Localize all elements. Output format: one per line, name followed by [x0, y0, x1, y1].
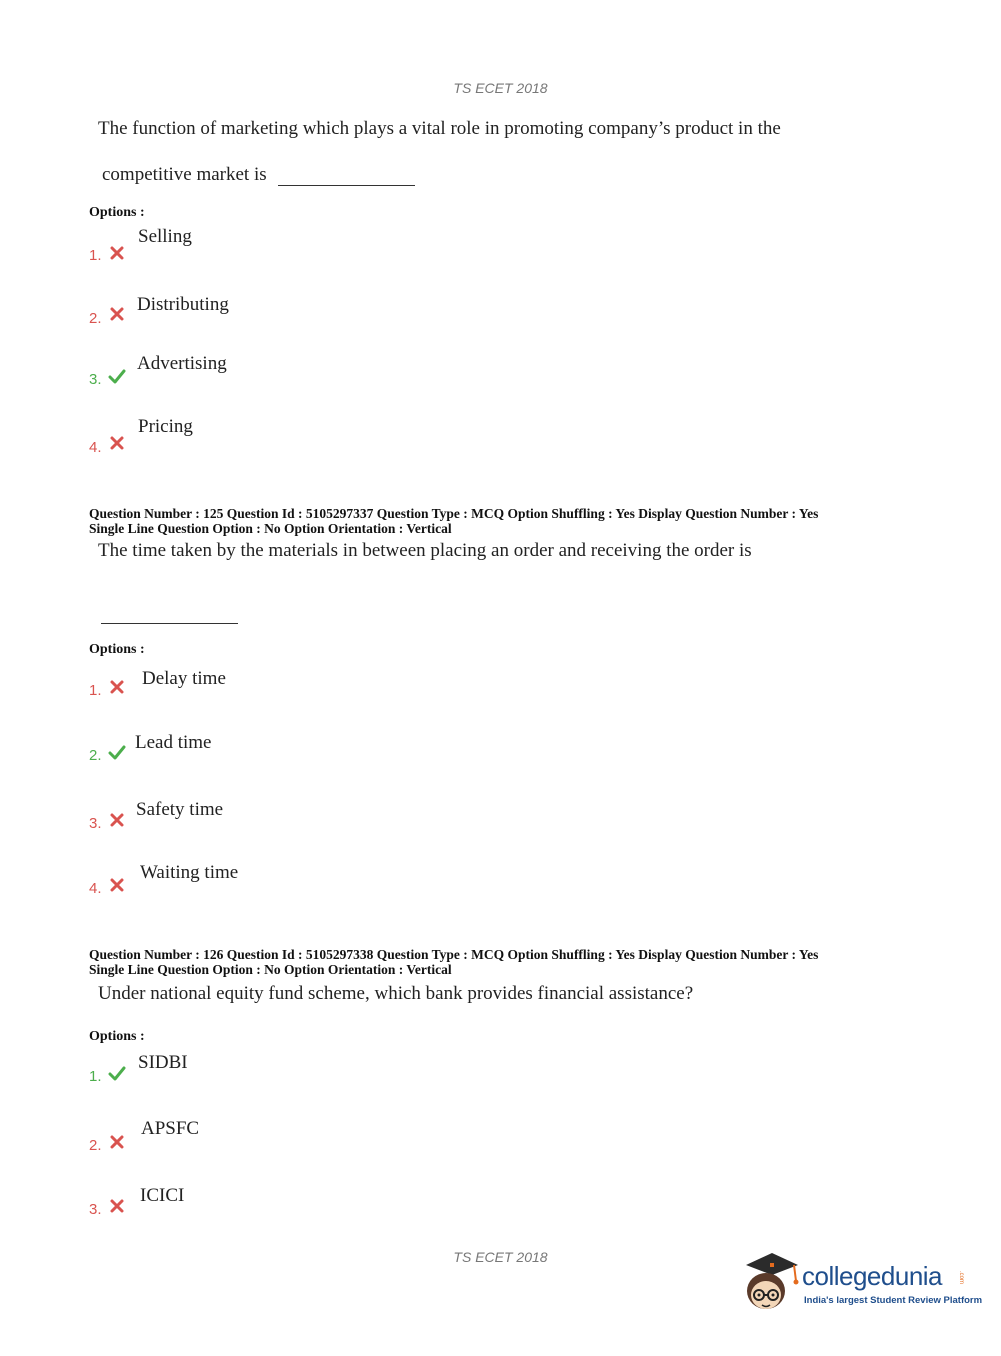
cross-icon — [108, 1197, 126, 1220]
page-header: TS ECET 2018 — [453, 80, 548, 96]
page-footer: TS ECET 2018 — [453, 1249, 548, 1265]
option-text: Advertising — [137, 353, 227, 374]
mascot-icon — [742, 1251, 802, 1322]
option-number: 2. — [89, 747, 102, 764]
options-label: Options : — [89, 642, 145, 657]
check-icon — [108, 1064, 126, 1087]
options-label: Options : — [89, 205, 145, 220]
cross-icon — [108, 305, 126, 328]
option-text: Delay time — [142, 668, 226, 689]
question-text: The time taken by the materials in between placing an order and receiving the order is — [98, 540, 752, 561]
check-icon — [108, 743, 126, 766]
logo-suffix: .com — [958, 1271, 964, 1285]
option-number: 3. — [89, 1201, 102, 1218]
collegedunia-logo[interactable] — [742, 1247, 983, 1317]
cross-icon — [108, 678, 126, 701]
question-meta: Question Number : 125 Question Id : 5105297337 Question Type : MCQ Option Shuffling : Yes Display Question Number : Yes — [89, 506, 819, 521]
cross-icon — [108, 244, 126, 267]
question-meta: Question Number : 126 Question Id : 5105297338 Question Type : MCQ Option Shuffling : Yes Display Question Number : Yes — [89, 947, 819, 962]
option-text: Distributing — [137, 294, 229, 315]
cross-icon — [108, 876, 126, 899]
check-icon — [108, 367, 126, 390]
cross-icon — [108, 1133, 126, 1156]
cross-icon — [108, 811, 126, 834]
option-text: APSFC — [141, 1118, 200, 1139]
question-text: The function of marketing which plays a vital role in promoting company’s product in the — [98, 118, 781, 139]
logo-tagline: India's largest Student Review Platform — [804, 1295, 983, 1306]
question-text: Under national equity fund scheme, which bank provides financial assistance? — [98, 983, 694, 1004]
question-meta-line2: Single Line Question Option : No Option Orientation : Vertical — [89, 962, 452, 977]
option-number: 3. — [89, 815, 102, 832]
option-number: 1. — [89, 682, 102, 699]
logo-wordmark: collegedunia — [802, 1261, 943, 1291]
question-text-line2: competitive market is — [102, 164, 267, 185]
answer-blank — [101, 623, 238, 624]
option-number: 4. — [89, 880, 102, 897]
option-text: Selling — [138, 226, 192, 247]
option-text: SIDBI — [138, 1052, 188, 1073]
option-number: 1. — [89, 247, 102, 264]
option-number: 4. — [89, 439, 102, 456]
options-label: Options : — [89, 1029, 145, 1044]
option-text: Waiting time — [140, 862, 239, 883]
option-text: Lead time — [135, 732, 212, 753]
cross-icon — [108, 434, 126, 457]
option-text: ICICI — [140, 1185, 185, 1206]
option-text: Safety time — [136, 799, 224, 820]
option-number: 3. — [89, 371, 102, 388]
option-number: 1. — [89, 1068, 102, 1085]
answer-blank — [278, 185, 415, 186]
option-number: 2. — [89, 1137, 102, 1154]
question-meta-line2: Single Line Question Option : No Option Orientation : Vertical — [89, 521, 452, 536]
option-text: Pricing — [138, 416, 193, 437]
option-number: 2. — [89, 310, 102, 327]
